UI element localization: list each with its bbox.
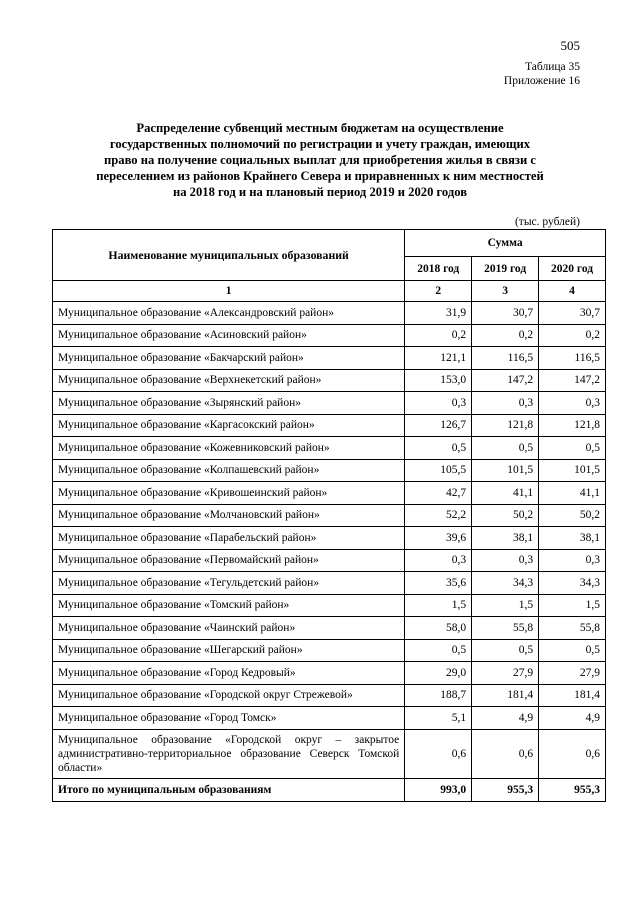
- municipality-name: Муниципальное образование «Город Кедровый»: [53, 662, 405, 685]
- amount-2018: 5,1: [405, 707, 472, 730]
- table-row: [53, 414, 606, 437]
- amount-2020: 0,5: [539, 639, 606, 662]
- header-year-2020: 2020 год: [539, 257, 606, 281]
- header-year-2019: 2019 год: [472, 257, 539, 281]
- amount-2018: 29,0: [405, 662, 472, 685]
- table-row: [53, 392, 606, 415]
- municipality-name: Муниципальное образование «Городской округ Стрежевой»: [53, 684, 405, 707]
- municipality-name: Муниципальное образование «Колпашевский район»: [53, 459, 405, 482]
- amount-2019: 38,1: [472, 527, 539, 550]
- table-body: [53, 302, 606, 779]
- amount-2019: 4,9: [472, 707, 539, 730]
- municipality-name: Муниципальное образование «Чаинский район»: [53, 617, 405, 640]
- amount-2018: 42,7: [405, 482, 472, 505]
- amount-2019: 121,8: [472, 414, 539, 437]
- amount-2019: 34,3: [472, 572, 539, 595]
- header-name: Наименование муниципальных образований: [53, 230, 405, 281]
- amount-2020: 0,3: [539, 392, 606, 415]
- title-line: право на получение социальных выплат для приобретения жилья в связи с: [104, 153, 536, 167]
- amount-2020: 38,1: [539, 527, 606, 550]
- table-row: [53, 639, 606, 662]
- amount-2019: 27,9: [472, 662, 539, 685]
- title-line: на 2018 год и на плановый период 2019 и 2020 годов: [172, 185, 468, 199]
- amount-2019: 147,2: [472, 369, 539, 392]
- table-row: [53, 527, 606, 550]
- amount-2020: 0,3: [539, 549, 606, 572]
- amount-2020: 121,8: [539, 414, 606, 437]
- total-2019: 955,3: [472, 778, 539, 801]
- amount-2020: 0,6: [539, 729, 606, 778]
- table-row: [53, 347, 606, 370]
- amount-2018: 52,2: [405, 504, 472, 527]
- municipality-name: Муниципальное образование «Асиновский район»: [53, 324, 405, 347]
- amount-2020: 34,3: [539, 572, 606, 595]
- amount-2018: 0,2: [405, 324, 472, 347]
- subvention-table: [52, 229, 606, 802]
- amount-2018: 0,6: [405, 729, 472, 778]
- table-row: [53, 729, 606, 778]
- municipality-name: Муниципальное образование «Бакчарский район»: [53, 347, 405, 370]
- amount-2018: 35,6: [405, 572, 472, 595]
- total-label: Итого по муниципальным образованиям: [53, 778, 405, 801]
- amount-2018: 0,5: [405, 437, 472, 460]
- amount-2018: 39,6: [405, 527, 472, 550]
- amount-2019: 55,8: [472, 617, 539, 640]
- amount-2018: 1,5: [405, 594, 472, 617]
- amount-2018: 0,3: [405, 549, 472, 572]
- document-title: [80, 120, 560, 200]
- municipality-name: Муниципальное образование «Город Томск»: [53, 707, 405, 730]
- title-line: Распределение субвенций местным бюджетам на осуществление: [136, 121, 504, 135]
- amount-2019: 0,5: [472, 639, 539, 662]
- column-index: 2: [405, 281, 472, 302]
- amount-2019: 1,5: [472, 594, 539, 617]
- amount-2019: 50,2: [472, 504, 539, 527]
- table-row: [53, 617, 606, 640]
- page-number: 505: [560, 38, 580, 53]
- table-row: [53, 437, 606, 460]
- table-row: [53, 684, 606, 707]
- amount-2019: 0,3: [472, 392, 539, 415]
- table-row: [53, 504, 606, 527]
- table-row: [53, 369, 606, 392]
- municipality-name: Муниципальное образование «Парабельский район»: [53, 527, 405, 550]
- column-index: 1: [53, 281, 405, 302]
- amount-2018: 0,3: [405, 392, 472, 415]
- table-row: [53, 302, 606, 325]
- amount-2019: 30,7: [472, 302, 539, 325]
- amount-2018: 126,7: [405, 414, 472, 437]
- table-row: [53, 707, 606, 730]
- municipality-name: Муниципальное образование «Зырянский район»: [53, 392, 405, 415]
- municipality-name: Муниципальное образование «Каргасокский район»: [53, 414, 405, 437]
- amount-2018: 121,1: [405, 347, 472, 370]
- municipality-name: Муниципальное образование «Томский район»: [53, 594, 405, 617]
- amount-2020: 27,9: [539, 662, 606, 685]
- amount-2019: 41,1: [472, 482, 539, 505]
- amount-2020: 30,7: [539, 302, 606, 325]
- header-year-2018: 2018 год: [405, 257, 472, 281]
- document-meta: [504, 60, 580, 88]
- total-2020: 955,3: [539, 778, 606, 801]
- municipality-name: Муниципальное образование «Молчановский район»: [53, 504, 405, 527]
- amount-2020: 147,2: [539, 369, 606, 392]
- amount-2019: 0,3: [472, 549, 539, 572]
- amount-2020: 0,2: [539, 324, 606, 347]
- municipality-name: Муниципальное образование «Первомайский район»: [53, 549, 405, 572]
- amount-2020: 4,9: [539, 707, 606, 730]
- municipality-name: Муниципальное образование «Городской округ – закрытое административно-территориальное образование Северск Томской области»: [53, 729, 405, 778]
- total-2018: 993,0: [405, 778, 472, 801]
- table-row: [53, 662, 606, 685]
- table-row: [53, 324, 606, 347]
- municipality-name: Муниципальное образование «Кривошеинский район»: [53, 482, 405, 505]
- amount-2020: 101,5: [539, 459, 606, 482]
- units-note: (тыс. рублей): [514, 216, 580, 228]
- amount-2018: 105,5: [405, 459, 472, 482]
- amount-2019: 0,5: [472, 437, 539, 460]
- amount-2019: 0,2: [472, 324, 539, 347]
- column-index: 4: [539, 281, 606, 302]
- table-row: [53, 572, 606, 595]
- header-sum: Сумма: [405, 230, 606, 257]
- municipality-name: Муниципальное образование «Тегульдетский район»: [53, 572, 405, 595]
- amount-2018: 153,0: [405, 369, 472, 392]
- title-line: государственных полномочий по регистрации и учету граждан, имеющих: [109, 137, 531, 151]
- table-row: [53, 482, 606, 505]
- amount-2019: 0,6: [472, 729, 539, 778]
- municipality-name: Муниципальное образование «Кожевниковский район»: [53, 437, 405, 460]
- title-line: переселением из районов Крайнего Севера и приравненных к ним местностей: [96, 169, 544, 183]
- amount-2019: 181,4: [472, 684, 539, 707]
- municipality-name: Муниципальное образование «Александровский район»: [53, 302, 405, 325]
- amount-2020: 116,5: [539, 347, 606, 370]
- amount-2020: 181,4: [539, 684, 606, 707]
- table-label: Таблица 35: [525, 61, 580, 73]
- amount-2019: 101,5: [472, 459, 539, 482]
- total-row: [53, 778, 606, 801]
- amount-2020: 41,1: [539, 482, 606, 505]
- amount-2018: 31,9: [405, 302, 472, 325]
- amount-2020: 55,8: [539, 617, 606, 640]
- table-row: [53, 459, 606, 482]
- amount-2020: 1,5: [539, 594, 606, 617]
- amount-2018: 58,0: [405, 617, 472, 640]
- amount-2020: 50,2: [539, 504, 606, 527]
- table-row: [53, 594, 606, 617]
- amount-2019: 116,5: [472, 347, 539, 370]
- amount-2018: 188,7: [405, 684, 472, 707]
- amount-2020: 0,5: [539, 437, 606, 460]
- column-index: 3: [472, 281, 539, 302]
- municipality-name: Муниципальное образование «Верхнекетский район»: [53, 369, 405, 392]
- table-row: [53, 549, 606, 572]
- amount-2018: 0,5: [405, 639, 472, 662]
- municipality-name: Муниципальное образование «Шегарский район»: [53, 639, 405, 662]
- appendix-label: Приложение 16: [503, 75, 580, 87]
